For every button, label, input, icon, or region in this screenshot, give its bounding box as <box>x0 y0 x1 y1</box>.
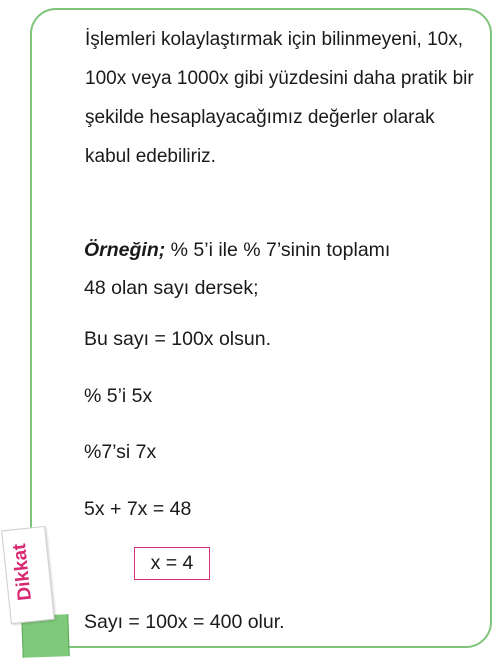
intro-paragraph: İşlemleri kolaylaştırmak için bilinmeyeni, 10x, 100x veya 1000x gibi yüzdesini daha pratik bir şekilde hesaplayacağımız değerler olarak kabul edebiliriz. <box>85 29 474 167</box>
five-percent-line: % 5’i 5x <box>84 385 153 407</box>
dikkat-label: Dikkat <box>9 542 36 602</box>
example-line-1-text: % 5’i ile % 7’sinin toplamı <box>165 239 391 261</box>
equation-line: 5x + 7x = 48 <box>84 498 192 520</box>
conclusion-line: Sayı = 100x = 400 olur. <box>84 611 285 633</box>
seven-percent-line: %7’si 7x <box>84 441 157 463</box>
example-line-2: 48 olan sayı dersek; <box>84 277 259 299</box>
assume-line: Bu sayı = 100x olsun. <box>84 328 271 350</box>
example-line-1 <box>84 236 390 264</box>
example-lead: Örneğin; <box>84 239 166 261</box>
result-box: x = 4 <box>134 547 210 580</box>
